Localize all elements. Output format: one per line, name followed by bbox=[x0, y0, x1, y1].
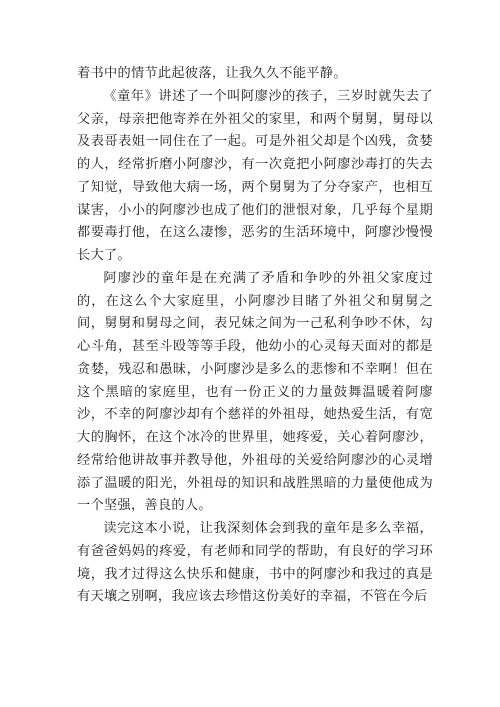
paragraph-continuation: 着书中的情节此起彼落，让我久久不能平静。 bbox=[77, 66, 347, 81]
paragraph-childhood-summary: 《童年》讲述了一个叫阿廖沙的孩子，三岁时就失去了父亲，母亲把他寄养在外祖父的家里，和两个舅舅，舅母以及表哥表姐一同住在了一起。可是外祖父却是个凶残，贪婪的人，经常折磨小阿廖沙，有一次竟把小阿廖沙毒打的失去了知觉，导致他大病一场，两个舅舅为了分夺家产，也相互谋害，小小的阿廖沙也成了他们的泄恨对象，几乎每个星期都要毒打他，在这么凄惨，恶劣的生活环境中，阿廖沙慢慢长大了。 bbox=[77, 88, 433, 263]
document-body bbox=[77, 63, 433, 609]
paragraph-reflection: 读完这本小说，让我深刻体会到我的童年是多么幸福，有爸爸妈妈的疼爱，有老师和同学的帮助，有良好的学习环境，我才过得这么快乐和健康，书中的阿廖沙和我过的真是有天壤之别啊，我应该去珍惜这份美好的幸福，不管在今后 bbox=[77, 521, 433, 605]
paragraph-family-conflict: 阿廖沙的童年是在充满了矛盾和争吵的外祖父家度过的，在这么个大家庭里，小阿廖沙目睹了外祖父和舅舅之间，舅舅和舅母之间，表兄妹之间为一己私利争吵不休，勾心斗角，甚至斗殴等等手段，他幼小的心灵每天面对的都是贪婪，残忍和愚昧，小阿廖沙是多么的悲惨和不幸啊！但在这个黑暗的家庭里，也有一份正义的力量鼓舞温暖着阿廖沙，不幸的阿廖沙却有个慈祥的外祖母，她热爱生活，有宽大的胸怀，在这个冰冷的世界里，她疼爱，关心着阿廖沙，经常给他讲故事并教导他，外祖母的关爱给阿廖沙的心灵增添了温暖的阳光，外祖母的知识和战胜黑暗的力量使他成为一个坚强，善良的人。 bbox=[77, 270, 433, 514]
